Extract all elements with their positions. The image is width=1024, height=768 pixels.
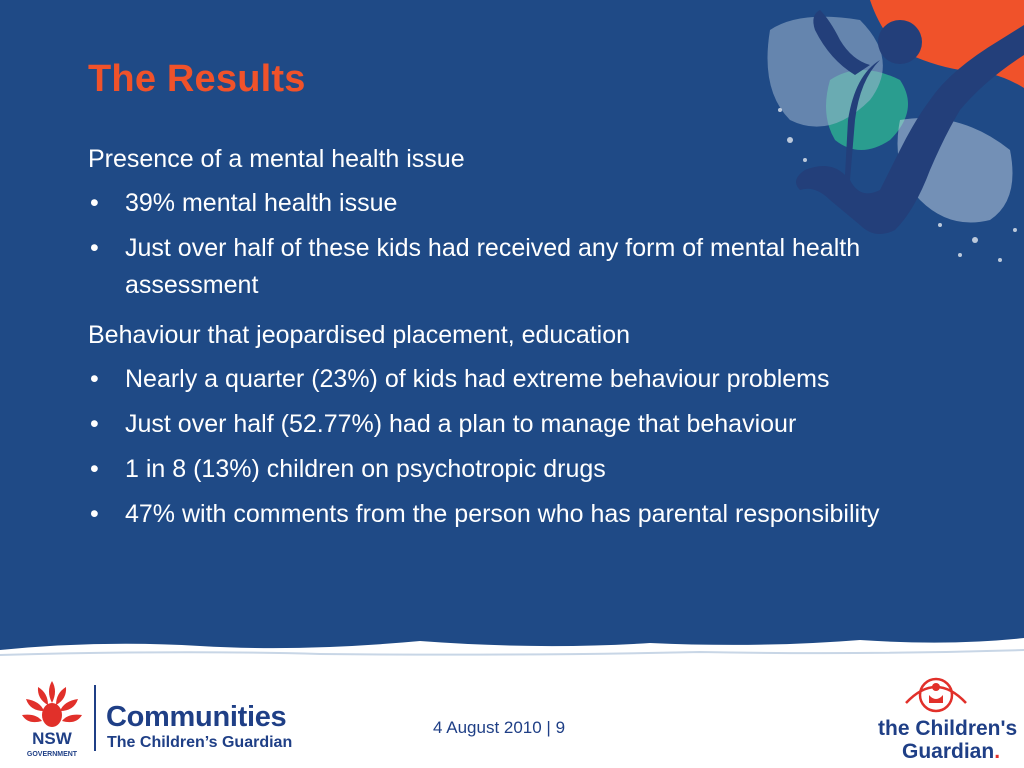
slide-body [88, 144, 988, 549]
bullet-text: Just over half of these kids had received any form of mental health assessment [125, 234, 861, 299]
bullet-text: 1 in 8 (13%) children on psychotropic drugs [125, 455, 606, 483]
section-behaviour [88, 320, 988, 533]
date-page-number: 4 August 2010 | 9 [433, 718, 566, 737]
list-item [88, 451, 968, 488]
list-item [88, 361, 968, 398]
bullet-text: Nearly a quarter (23%) of kids had extreme behaviour problems [125, 365, 830, 393]
section-heading: Behaviour that jeopardised placement, education [88, 321, 631, 349]
bullet-glyph: • [90, 500, 99, 528]
bullet-glyph: • [90, 410, 99, 438]
cg-logo-line2-wrap [902, 740, 1000, 764]
slide-title: The Results [88, 58, 306, 100]
list-item [88, 406, 968, 443]
cg-logo-dot: . [994, 740, 1001, 763]
bullet-text: 39% mental health issue [125, 189, 398, 217]
cg-logo-line1: the Children's [878, 717, 1018, 740]
list-item [88, 185, 968, 222]
division-name: The Children’s Guardian [107, 734, 293, 751]
nsw-logo-subtext: GOVERNMENT [26, 751, 78, 758]
bullet-glyph: • [90, 455, 99, 483]
list-item [88, 496, 968, 533]
bullet-glyph: • [90, 234, 99, 262]
bullet-text: Just over half (52.77%) had a plan to manage that behaviour [125, 410, 797, 438]
section-mental-health [88, 144, 988, 304]
cg-logo-line2: Guardian [902, 740, 995, 763]
bullet-glyph: • [90, 365, 99, 393]
slide-footer [0, 665, 1024, 768]
bullet-glyph: • [90, 189, 99, 217]
waratah-logo-icon [12, 677, 92, 763]
nsw-logo-text: NSW [32, 729, 72, 748]
list-item [88, 230, 968, 304]
bullet-text: 47% with comments from the person who has parental responsibility [125, 500, 880, 528]
footer-divider [94, 685, 96, 751]
department-name: Communities [106, 701, 287, 733]
section-heading: Presence of a mental health issue [88, 145, 465, 173]
